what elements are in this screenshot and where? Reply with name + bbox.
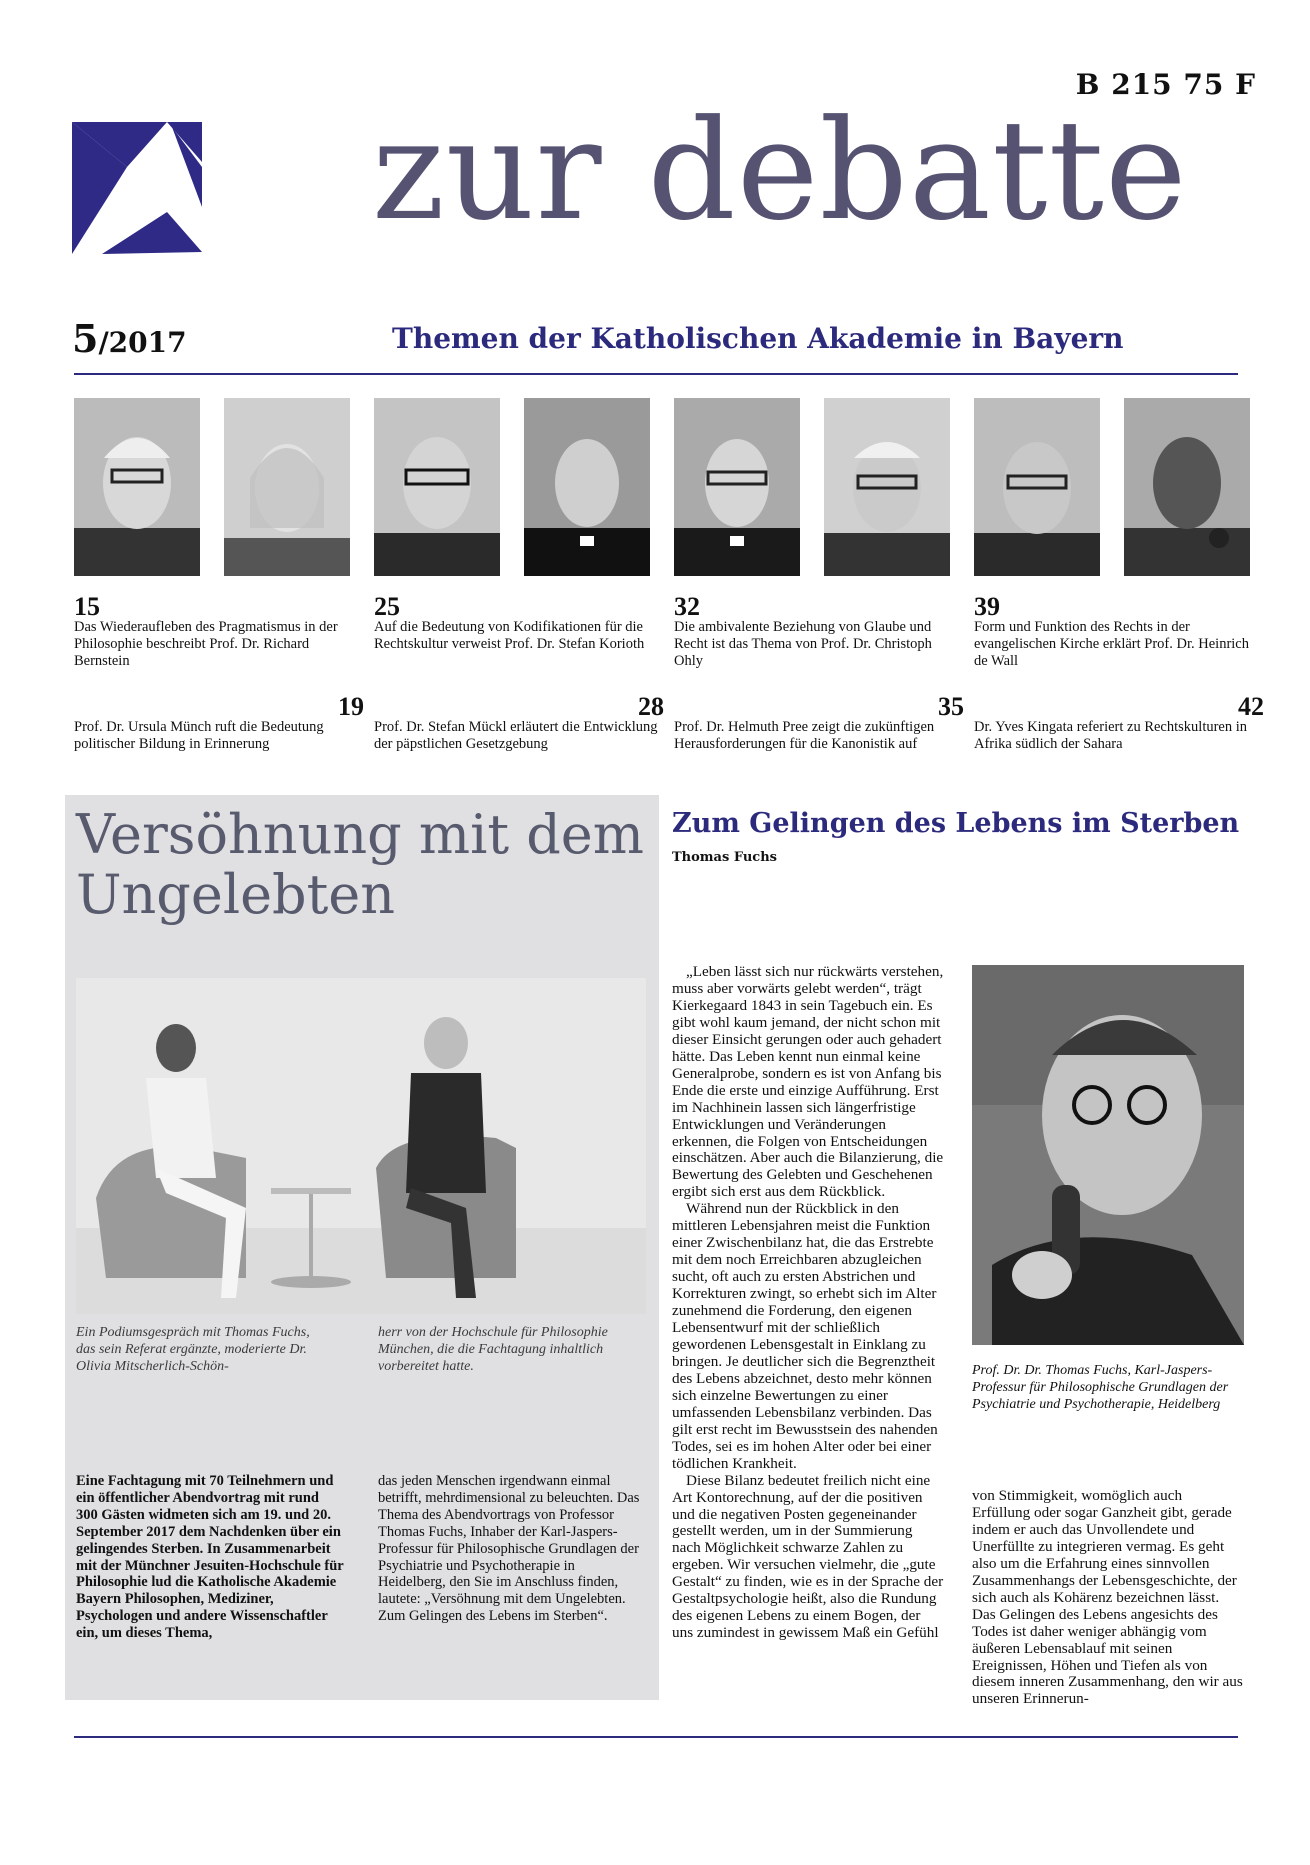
speaker-photo [974,398,1100,576]
academy-logo [72,122,202,254]
portrait-caption: Prof. Dr. Dr. Thomas Fuchs, Karl-Jaspers-Professur für Philosophische Grundlagen der Psychiatrie und Psychotherapie, Heidelberg [972,1363,1229,1412]
intro-text: das jeden Menschen irgendwann einmal betrifft, mehrdimensional zu beleuchten. Das Thema des Abendvortrags von Professor Thomas Fuchs, Inhaber der Karl-Jaspers-Professur für Philosophische Grundlagen der Psychiatrie und Psychotherapie in Heidelberg, den Sie im Anschluss finden, lautete: „Versöhnung mit dem Ungelebten. Zum Gelingen des Lebens im Sterben“. [378,1473,640,1625]
photo-caption: Ein Podiumsgespräch mit Thomas Fuchs, das sein Referat ergänzte, moderierte Dr. Olivia Mitscherlich-Schön- [76,1325,310,1374]
article-body [672,964,944,1642]
divider [74,373,1238,375]
speaker-photo [524,398,650,576]
photo-caption: herr von der Hochschule für Philosophie München, die die Fachtagung inhaltlich vorbereitet hatte. [378,1325,608,1374]
subtitle: Themen der Katholischen Akademie in Bayern [392,322,1124,355]
speaker-photo [824,398,950,576]
author-portrait [972,965,1244,1345]
paragraph: „Leben lässt sich nur rückwärts verstehen, muss aber vorwärts gelebt werden“, trägt Kierkegaard 1843 in sein Tagebuch ein. Es gibt wohl kaum jemand, der nicht schon mit dieser Einsicht gerungen oder auch gehadert hätte. Das Leben kennt nun einmal keine Generalprobe, sondern es ist von Anfang bis Ende die erste und einzige Aufführung. Erst im Nachhinein lassen sich längerfristige Entwicklungen und Veränderungen erkennen, die Folgen von Entscheidungen einschätzen. Aber auch die Bilanzierung, die Bewertung des Gelebten und Geschehenen ergibt sich erst aus dem Rückblick. [672,963,944,1201]
teaser[interactable]: 15 Das Wiederaufleben des Pragmatismus in der Philosophie beschreibt Prof. Dr. Richard Bernstein [74,592,338,669]
issue-number: 5/2017 [72,316,187,361]
teaser[interactable]: 42 Dr. Yves Kingata referiert zu Rechtskulturen in Afrika südlich der Sahara [974,692,1264,752]
teaser[interactable]: 32 Die ambivalente Beziehung von Glaube und Recht ist das Thema von Prof. Dr. Christoph Ohly [674,592,932,669]
publication-code: B 215 75 F [1075,68,1256,101]
masthead: zur debatte [372,90,1188,251]
speaker-photo [1124,398,1250,576]
article-title: Zum Gelingen des Lebens im Sterben [672,808,1240,839]
paragraph: Während nun der Rückblick in den mittleren Lebensjahren meist die Funktion einer Zwischenbilanz hat, die das Erstrebte mit dem noch Erreichbaren abzugleichen sucht, oft auch zu ersten Abstrichen und Korrekturen zwingt, so erhebt sich im Alter zunehmend die Forderung, den eigenen Lebensentwurf mit der schließlich gewordenen Lebensgestalt in Einklang zu bringen. Je deutlicher sich die Begrenztheit des Lebens abzeichnet, desto mehr können sich einzelne Bewertungen zu einer umfassenden Lebensbilanz verbinden. Das gilt erst recht im Bewusstsein des nahenden Todes, sei es im hohen Alter oder bei einer tödlichen Krankheit. [672,1200,938,1472]
teaser[interactable]: 28 Prof. Dr. Stefan Mückl erläutert die Entwicklung der päpstlichen Gesetzgebung [374,692,664,752]
panel-discussion-photo [76,978,646,1314]
teaser[interactable]: 35 Prof. Dr. Helmuth Pree zeigt die zukünftigen Herausforderungen für die Kanonistik auf [674,692,964,752]
teaser[interactable]: 39 Form und Funktion des Rechts in der evangelischen Kirche erklärt Prof. Dr. Heinrich de Wall [974,592,1249,669]
intro-text: Eine Fachtagung mit 70 Teilnehmern und ein öffentlicher Abendvortrag mit rund 300 Gästen widmeten sich am 19. und 20. September 2017 dem Nachdenken über ein gelingendes Sterben. In Zusammenarbeit mit der Münchner Jesuiten-Hochschule für Philosophie lud die Katholische Akademie Bayern Philosophen, Mediziner, Psychologen und andere Wissenschaftler ein, um dieses Thema, [76,1473,344,1642]
speaker-photo [374,398,500,576]
article-author: Thomas Fuchs [672,850,777,865]
speaker-photo [674,398,800,576]
speaker-photo [74,398,200,576]
footer-divider [74,1736,1238,1738]
speaker-photo [224,398,350,576]
teaser[interactable]: 19 Prof. Dr. Ursula Münch ruft die Bedeutung politischer Bildung in Erinnerung [74,692,364,752]
teaser[interactable]: 25 Auf die Bedeutung von Kodifikationen für die Rechtskultur verweist Prof. Dr. Stefan Korioth [374,592,645,652]
article-continuation: von Stimmigkeit, womöglich auch Erfüllung oder sogar Ganzheit gibt, gerade indem er auch das Unvollendete und Unerfüllte zu integrieren vermag. Es geht also um die Erfahrung eines sinnvollen Zusammenhangs der Lebensgeschichte, der sich auch als Kohärenz bezeichnen lässt. Das Gelingen des Lebens angesichts des Todes ist daher weniger abhängig vom äußeren Lebensablauf mit seinen Ereignissen, Höhen und Tiefen als von diesem inneren Zusammenhang, den wir aus unseren Erinnerun- [972,1487,1243,1708]
feature-title: Versöhnung mit dem Ungelebten [76,803,644,926]
paragraph: Diese Bilanz bedeutet freilich nicht eine Art Kontorechnung, auf der die positiven und die negativen Posten gegeneinander gestellt werden, um in der Summierung nach Möglichkeit schwarze Zahlen zu ergeben. Wir versuchen vielmehr, die „gute Gestalt“ zu finden, wie es in der Sprache der Gestaltpsychologie heißt, also die Rundung des eigenen Lebens zu einem Bogen, der uns zumindest in gewissem Maß ein Gefühl [672,1471,944,1642]
